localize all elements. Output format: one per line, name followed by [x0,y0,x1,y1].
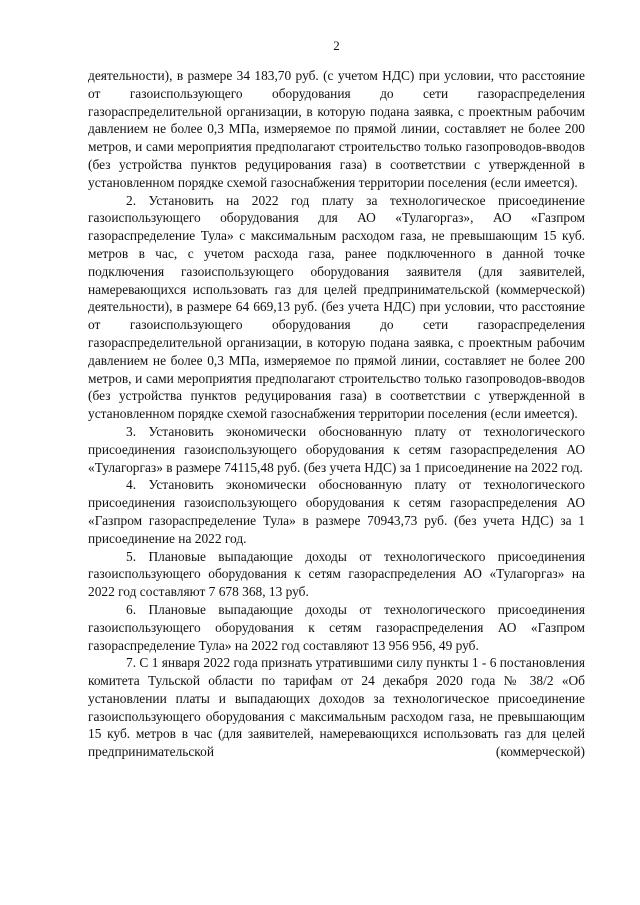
paragraph-item-5: 5. Плановые выпадающие доходы от технологического присоединения газоиспользующего оборудования к сетям газораспределения АО «Тулагоргаз» на 2022 год составляют 7 678 368, 13 руб. [88,548,585,600]
paragraph-item-4: 4. Установить экономически обоснованную плату от технологического присоединения газоиспользующего оборудования к сетям газораспределения АО «Газпром газораспределение Тула» в размере 70943,73 руб. (без учета НДС) за 1 присоединение на 2022 год. [88,477,585,546]
page-number: 2 [333,38,340,53]
paragraph-item-3: 3. Установить экономически обоснованную плату от технологического присоединения газоиспользующего оборудования к сетям газораспределения АО «Тулагоргаз» в размере 74115,48 руб. (без учета НДС) за 1 присоединение на 2022 год. [88,423,585,475]
paragraph-item-2: 2. Установить на 2022 год плату за технологическое присоединение газоиспользующего оборудования для АО «Тулагоргаз», АО «Газпром газораспределение Тула» с максимальным расходом газа, не превышающим 15 куб. метров в час, с учетом расхода газа, ранее подключенного в данной точке подключения газоиспользующего оборудования заявителя (для заявителей, намеревающихся использовать газ для целей предпринимательской (коммерческой) деятельности), в размере 64 669,13 руб. (без учета НДС) при условии, что расстояние от газоиспользующего оборудования до сети газораспределения газораспределительной организации, в которую подана заявка, с проектным рабочим давлением не более 0,3 МПа, измеряемое по прямой линии, составляет не более 200 метров, и сами мероприятия предполагают строительство только газопроводов-вводов (без устройства пунктов редуцирования газа) в соответствии с утвержденной в установленном порядке схемой газоснабжения территории поселения (если имеется). [88,192,585,422]
paragraph-item-7: 7. С 1 января 2022 года признать утратившими силу пункты 1 - 6 постановления комитета Тульской области по тарифам от 24 декабря 2020 года № 38/2 «Об установлении платы и выпадающих доходов за технологическое присоединение газоиспользующего оборудования с максимальным расходом газа, не превышающим 15 куб. метров в час (для заявителей, намеревающихся использовать газ для целей предпринимательской (коммерческой) [88,655,585,760]
paragraph-item-6: 6. Плановые выпадающие доходы от технологического присоединения газоиспользующего оборудования к сетям газораспределения АО «Газпром газораспределение Тула» на 2022 год составляют 13 956 956, 49 руб. [88,601,585,653]
document-body [88,67,585,761]
paragraph-continuation: деятельности), в размере 34 183,70 руб. (с учетом НДС) при условии, что расстояние от газоиспользующего оборудования до сети газораспределения газораспределительной организации, в которую подана заявка, с проектным рабочим давлением не более 0,3 МПа, измеряемое по прямой линии, составляет не более 200 метров, и сами мероприятия предполагают строительство только газопроводов-вводов (без устройства пунктов редуцирования газа) в соответствии с утвержденной в установленном порядке схемой газоснабжения территории поселения (если имеется). [88,68,585,190]
